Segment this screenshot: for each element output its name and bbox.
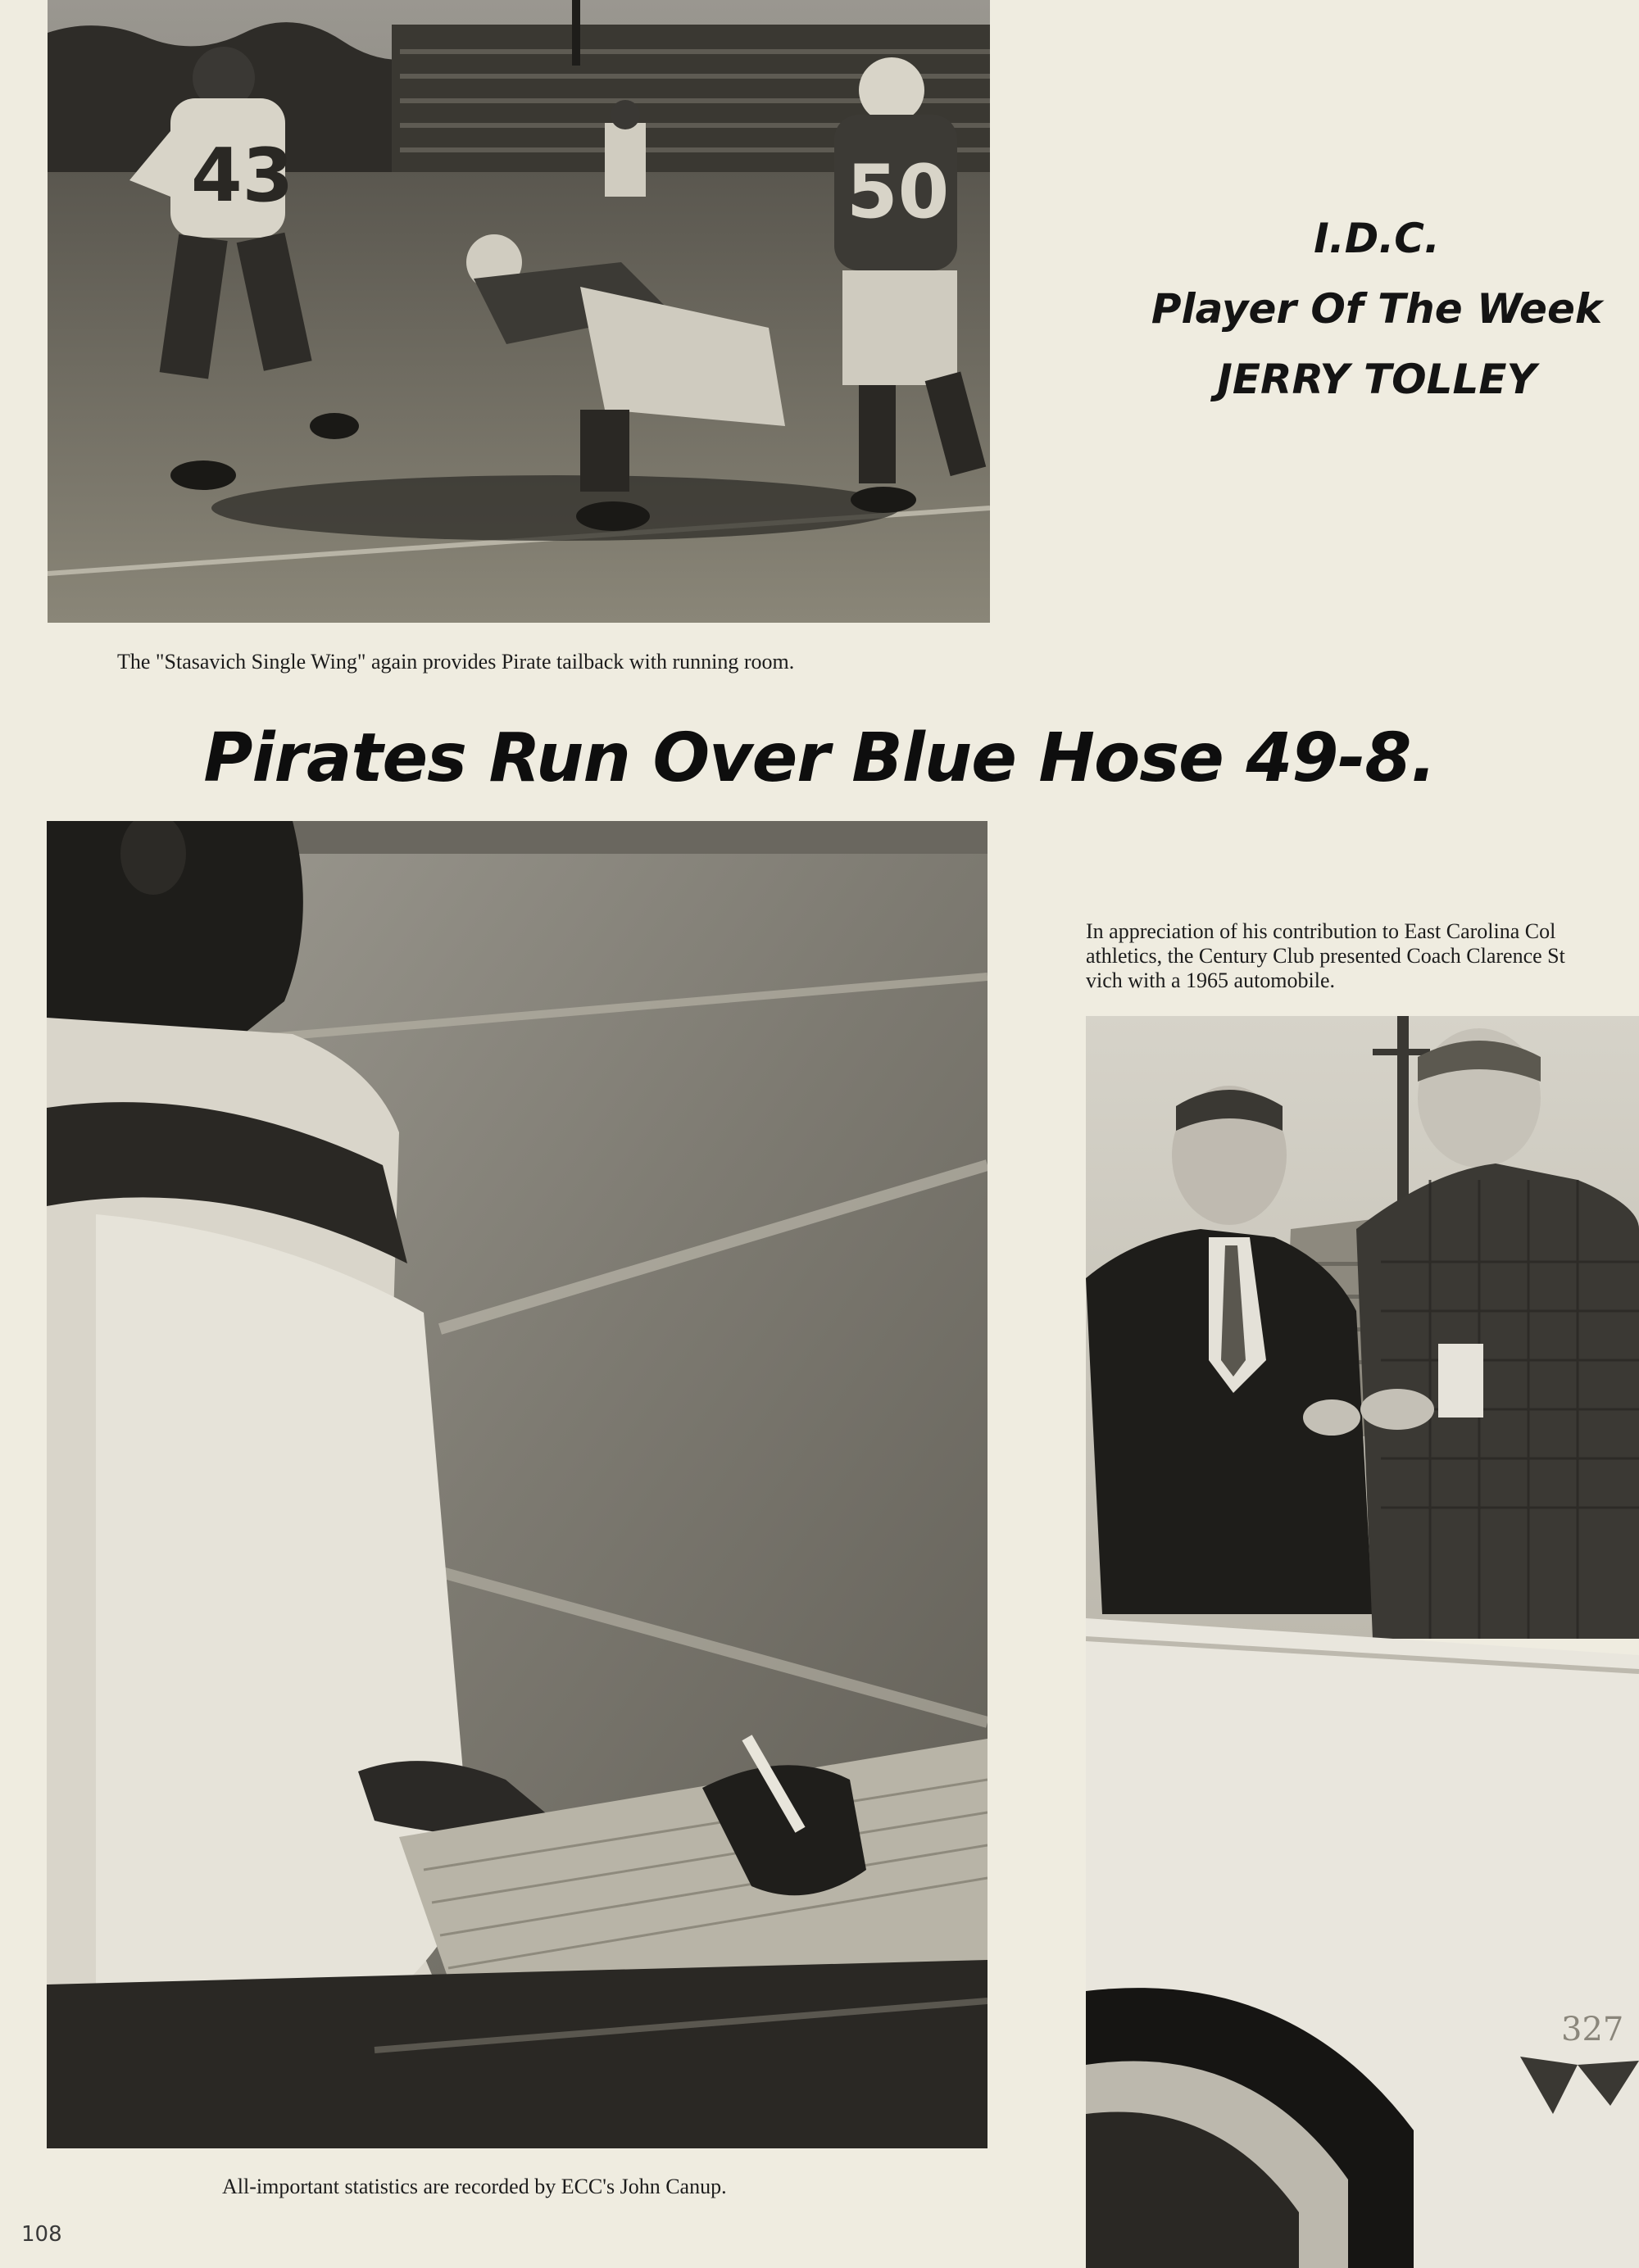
page-number: 108: [21, 2222, 62, 2247]
statistics-photo-caption: All-important statistics are recorded by ECC's John Canup.: [222, 2175, 727, 2198]
statistician-photo: [47, 821, 987, 2148]
award-caption-line: In appreciation of his contribution to East Carolina Col: [1086, 919, 1556, 943]
award-photo-caption: [1086, 919, 1639, 998]
jersey-number-43: 43: [191, 133, 294, 219]
football-action-photo: [48, 0, 990, 623]
car-badge-number: 327: [1561, 2011, 1624, 2048]
potw-title: Player Of The Week: [1151, 285, 1603, 333]
car-presentation-photo: [1086, 1016, 1639, 2268]
player-of-week-block: [1131, 203, 1623, 415]
jersey-number-50: 50: [847, 149, 950, 235]
award-caption-line: athletics, the Century Club presented Coach Clarence St: [1086, 944, 1565, 968]
potw-org: I.D.C.: [1314, 215, 1440, 262]
potw-player-name: JERRY TOLLEY: [1217, 356, 1537, 403]
football-photo-caption: The "Stasavich Single Wing" again provides Pirate tailback with running room.: [117, 650, 795, 674]
page-headline: Pirates Run Over Blue Hose 49-8.: [203, 719, 1436, 797]
award-caption-line: vich with a 1965 automobile.: [1086, 968, 1336, 992]
